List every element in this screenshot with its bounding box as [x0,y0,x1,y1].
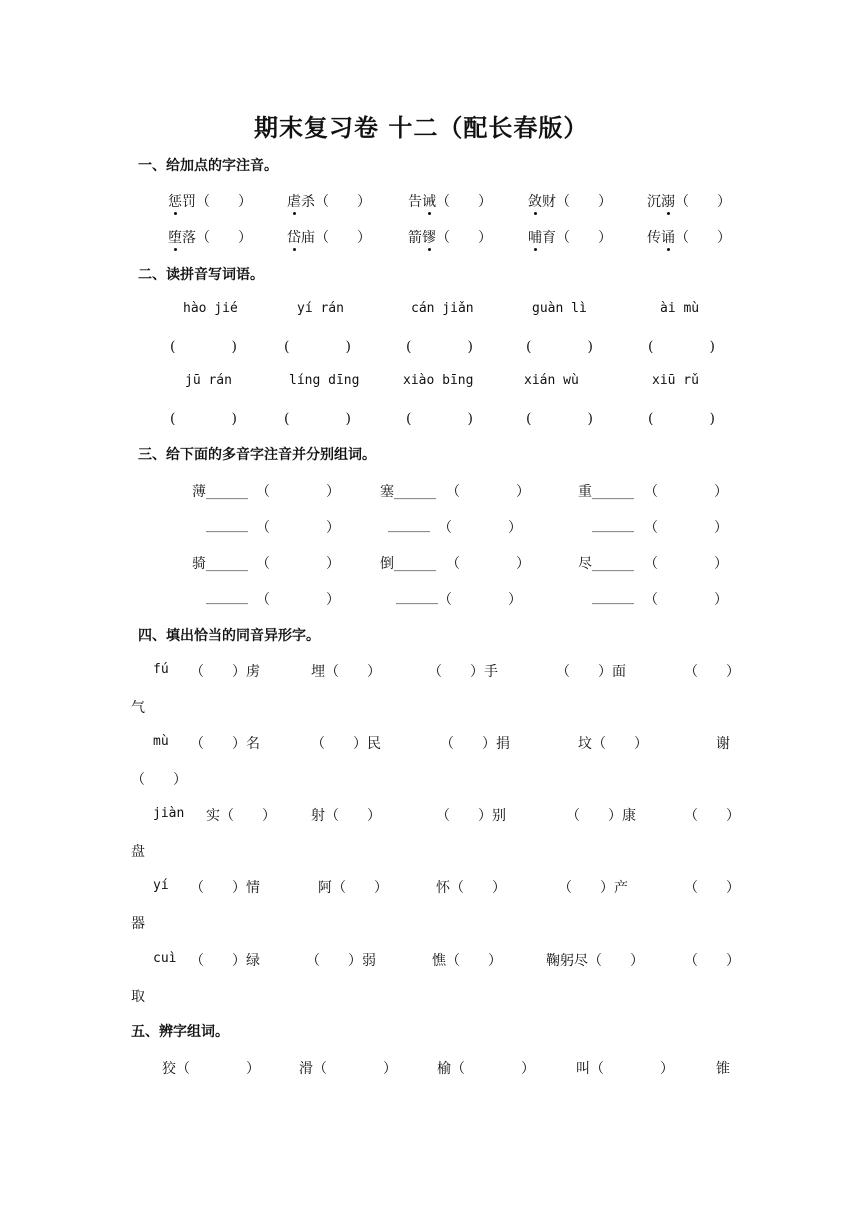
word-rest-with-blank[interactable]: 杀（ ） [301,194,371,210]
homophone-pinyin: cuì [153,951,177,966]
homophone-blank: （ ） [684,664,740,680]
section-2-heading: 二、读拼音写词语。 [138,267,264,283]
word-rest-with-blank[interactable]: 落（ ） [182,230,252,246]
pinyin-blank[interactable]: ______ [206,484,248,500]
word-blank: （ ） [256,520,340,536]
dotted-char: 哺 [528,227,542,247]
polyphone-char [380,553,436,573]
homophone-blank: （ ） [684,953,740,969]
polyphone-char [192,481,248,501]
homophone-blank: 实（ ） [206,808,276,824]
dotted-char: 诫 [422,191,436,211]
answer-blank: ( ) [284,339,351,355]
pinyin-prompt: xiū rǔ [652,373,699,388]
word-blank: （ ） [256,484,340,500]
answer-blank: ( ) [648,339,715,355]
homophone-pinyin: fú [153,662,169,677]
pinyin-item [168,227,252,247]
pinyin-item [168,191,252,211]
homophone-pinyin: mù [153,734,169,749]
pinyin-blank: ______ [396,589,438,605]
homophone-blank: 埋（ ） [311,664,381,680]
answer-blank: ( ) [284,411,351,427]
section-1-heading: 一、给加点的字注音。 [138,158,278,174]
homophone-blank: （ ）捐 [440,736,510,752]
polyphone-char [192,553,248,573]
dotted-char: 镠 [422,227,436,247]
pinyin-prompt: jū rán [185,373,232,388]
homophone-blank: （ ） [684,880,740,896]
dotted-char: 敛 [528,191,542,211]
pinyin-blank[interactable]: ______ [592,556,634,572]
dotted-char: 堕 [168,227,182,247]
pinyin-item [408,227,492,247]
word-rest-with-blank[interactable]: （ ） [436,194,492,210]
word-rest-with-blank[interactable]: 育（ ） [542,230,612,246]
answer-blank: ( ) [170,411,237,427]
homophone-tail: 盘 [131,844,145,860]
homophone-blank: （ ）康 [566,808,636,824]
polyphone-character: 骑 [192,556,206,572]
answer-blank: ( ) [406,339,473,355]
homophone-blank: 鞠躬尽（ ） [546,953,644,969]
homophone-blank: 怀（ ） [436,880,506,896]
pinyin-prompt: yí rán [297,301,344,316]
polyphone-character: 重 [578,484,592,500]
word-rest-with-blank[interactable]: （ ） [675,194,731,210]
pinyin-blank: ______ [206,589,248,605]
distinguish-item: 叫（ ） [576,1061,674,1077]
homophone-tail: 气 [131,700,145,716]
homophone-blank: （ ）面 [556,664,626,680]
answer-blank: ( ) [526,411,593,427]
answer-blank: ( ) [170,339,237,355]
word-char: 告 [408,194,422,210]
word-blank: （ ） [438,520,522,536]
pinyin-blank: ______ [388,517,430,533]
pinyin-item [528,191,612,211]
word-blank: （ ） [644,592,728,608]
polyphone-char [380,481,436,501]
homophone-blank: （ ）产 [558,880,628,896]
dotted-char: 惩 [168,191,182,211]
polyphone-char [578,553,634,573]
page-title: 期末复习卷 十二（配长春版） [254,113,589,142]
homophone-blank: （ ）民 [311,736,381,752]
pinyin-item [647,227,731,247]
homophone-blank: 憔（ ） [432,953,502,969]
homophone-tail: 器 [131,916,145,932]
word-char: 箭 [408,230,422,246]
homophone-blank: （ ）手 [428,664,498,680]
distinguish-item: 锥 [716,1061,730,1077]
pinyin-prompt: hào jié [183,301,238,316]
polyphone-character: 塞 [380,484,394,500]
homophone-blank: （ ）别 [436,808,506,824]
word-blank: （ ） [644,484,728,500]
pinyin-blank[interactable]: ______ [206,556,248,572]
pinyin-blank[interactable]: ______ [592,484,634,500]
pinyin-prompt: xián wù [524,373,579,388]
homophone-blank: （ ）绿 [190,953,260,969]
dotted-char: 虐 [287,191,301,211]
pinyin-blank: ______ [592,589,634,605]
word-blank: （ ） [256,556,340,572]
homophone-blank: （ ） [684,808,740,824]
word-blank: （ ） [644,556,728,572]
word-char: 传 [647,230,661,246]
homophone-blank: （ ）虏 [190,664,260,680]
pinyin-prompt: guàn lì [532,301,587,316]
polyphone-char [578,481,634,501]
answer-blank: ( ) [648,411,715,427]
pinyin-item [528,227,612,247]
pinyin-item [287,227,371,247]
word-blank: （ ） [644,520,728,536]
pinyin-item [408,191,492,211]
distinguish-item: 榆（ ） [437,1061,535,1077]
dotted-char: 岱 [287,227,301,247]
word-rest-with-blank[interactable]: 庙（ ） [301,230,371,246]
homophone-blank: （ ）名 [190,736,260,752]
homophone-blank: 谢 [716,736,730,752]
pinyin-item [647,191,731,211]
pinyin-blank[interactable]: ______ [394,556,436,572]
word-rest-with-blank[interactable]: （ ） [436,230,492,246]
polyphone-character: 尽 [578,556,592,572]
homophone-blank: （ ）情 [190,880,260,896]
pinyin-prompt: líng dīng [289,373,360,388]
homophone-blank: 坟（ ） [578,736,648,752]
homophone-tail: （ ） [131,772,187,788]
section-5-heading: 五、辨字组词。 [131,1024,229,1040]
pinyin-blank: ______ [206,517,248,533]
word-blank: （ ） [446,484,530,500]
pinyin-prompt: xiào bīng [403,373,474,388]
pinyin-item [287,191,371,211]
section-4-heading: 四、填出恰当的同音异形字。 [138,628,320,644]
word-blank: （ ） [438,592,522,608]
pinyin-prompt: ài mù [660,301,700,316]
homophone-blank: 射（ ） [311,808,381,824]
homophone-pinyin: yí [153,878,169,893]
polyphone-character: 薄 [192,484,206,500]
section-3-heading: 三、给下面的多音字注音并分别组词。 [138,447,376,463]
pinyin-blank: ______ [592,517,634,533]
polyphone-character: 倒 [380,556,394,572]
distinguish-item: 滑（ ） [299,1061,397,1077]
homophone-tail: 取 [131,989,145,1005]
dotted-char: 诵 [661,227,675,247]
pinyin-blank[interactable]: ______ [394,484,436,500]
word-blank: （ ） [446,556,530,572]
answer-blank: ( ) [406,411,473,427]
answer-blank: ( ) [526,339,593,355]
distinguish-item: 狡（ ） [162,1061,260,1077]
word-char: 沉 [647,194,661,210]
homophone-blank: （ ）弱 [306,953,376,969]
dotted-char: 溺 [661,191,675,211]
word-rest-with-blank[interactable]: 罚（ ） [182,194,252,210]
word-rest-with-blank[interactable]: （ ） [675,230,731,246]
homophone-blank: 阿（ ） [318,880,388,896]
word-rest-with-blank[interactable]: 财（ ） [542,194,612,210]
word-blank: （ ） [256,592,340,608]
pinyin-prompt: cán jiǎn [411,301,474,316]
homophone-pinyin: jiàn [153,806,185,821]
